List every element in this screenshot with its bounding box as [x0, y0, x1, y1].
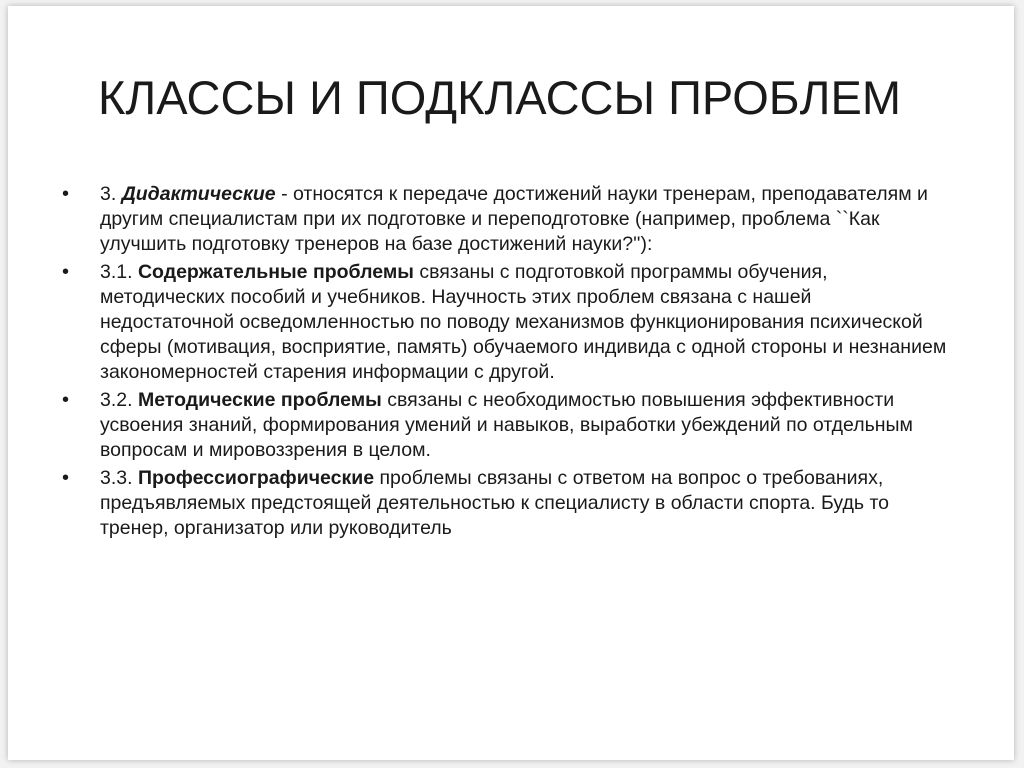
bullet-icon: •	[62, 389, 70, 411]
bullet-icon: •	[62, 467, 70, 489]
list-item	[60, 388, 950, 463]
list-item	[60, 182, 950, 257]
list-item	[60, 260, 950, 385]
bullet-icon: •	[62, 183, 70, 205]
item-lead: Методические проблемы	[137, 389, 382, 411]
item-number: 3.3.	[100, 467, 138, 489]
item-text: связаны с подготовкой программы обучения, методических пособий и учебников. Научность этих проблем связана с нашей недостаточной осведомленностью по поводу механизмов функционирования психической сферы (мотивация, восприятие, память) обучаемого индивида с одной стороны и незнанием закономерностей старения информации с другой.	[100, 261, 947, 383]
bullet-icon: •	[62, 261, 70, 283]
item-lead: Дидактические	[121, 183, 276, 205]
item-lead: Профессиографические	[137, 467, 375, 489]
bullet-list	[60, 182, 950, 544]
item-text: - относятся к передаче достижений науки тренерам, преподавателям и другим специалистам при их подготовке и переподготовке (например, проблема ``Как улучшить подготовку тренеров на базе достижений науки?''):	[100, 183, 928, 255]
list-item	[60, 466, 950, 541]
item-number: 3.2.	[100, 389, 138, 411]
item-text: проблемы связаны с ответом на вопрос о требованиях, предъявляемых предстоящей деятельностью к специалисту в области спорта. Будь то тренер, организатор или руководитель	[100, 467, 889, 539]
item-lead: Содержательные проблемы	[137, 261, 414, 283]
slide-title: КЛАССЫ И ПОДКЛАССЫ ПРОБЛЕМ	[98, 71, 901, 124]
slide	[8, 6, 1014, 760]
item-text: связаны с необходимостью повышения эффективности усвоения знаний, формирования умений и навыков, выработки убеждений по отдельным вопросам и мировоззрения в целом.	[100, 389, 913, 461]
item-number: 3.	[100, 183, 122, 205]
item-number: 3.1.	[100, 261, 138, 283]
